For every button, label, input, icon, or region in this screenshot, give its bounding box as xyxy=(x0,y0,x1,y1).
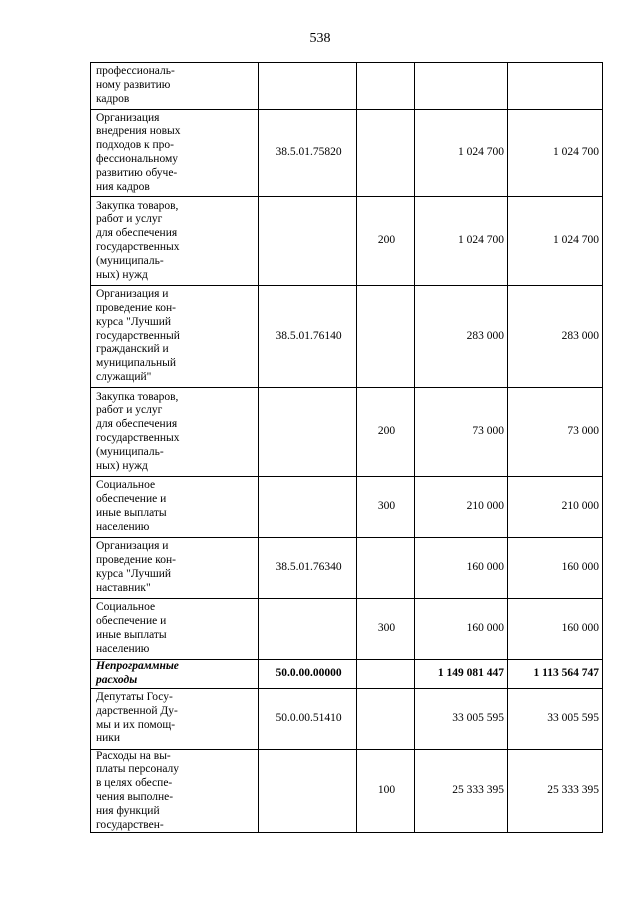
cell-name-line: Социальное xyxy=(96,479,156,492)
cell-target-code xyxy=(259,749,357,833)
cell-target-code xyxy=(259,477,357,538)
cell-name-line: в целях обеспе- xyxy=(96,777,173,790)
cell-amount-year-2: 1 024 700 xyxy=(508,110,603,197)
cell-name-line: Социальное xyxy=(96,601,156,614)
cell-name-line: внедрения новых xyxy=(96,125,181,138)
cell-target-code xyxy=(259,197,357,286)
budget-table xyxy=(90,62,603,833)
cell-name-line: населению xyxy=(96,642,150,655)
cell-name xyxy=(91,63,259,110)
cell-amount-year-1: 1 149 081 447 xyxy=(415,660,508,689)
cell-expense-type: 200 xyxy=(357,388,415,477)
cell-name-line: ных) нужд xyxy=(96,268,148,281)
cell-target-code: 50.0.00.51410 xyxy=(259,688,357,749)
cell-amount-year-1: 1 024 700 xyxy=(415,197,508,286)
cell-amount-year-2: 33 005 595 xyxy=(508,688,603,749)
cell-expense-type xyxy=(357,63,415,110)
cell-name-line: работ и услуг xyxy=(96,213,163,226)
cell-expense-type: 300 xyxy=(357,477,415,538)
cell-name-line: Непрограммные xyxy=(96,660,179,672)
cell-name-line: дарственной Ду- xyxy=(96,704,178,717)
cell-amount-year-2: 73 000 xyxy=(508,388,603,477)
table-row xyxy=(91,749,603,833)
cell-amount-year-1: 73 000 xyxy=(415,388,508,477)
cell-target-code: 38.5.01.76340 xyxy=(259,538,357,599)
cell-name-line: расходы xyxy=(96,673,138,686)
cell-expense-type xyxy=(357,688,415,749)
cell-name-line: Депутаты Госу- xyxy=(96,691,173,703)
cell-target-code: 38.5.01.75820 xyxy=(259,110,357,197)
cell-name-line: развитию обуче- xyxy=(96,166,178,179)
cell-expense-type: 100 xyxy=(357,749,415,833)
table-row xyxy=(91,110,603,197)
cell-name-line: чения выполне- xyxy=(96,790,174,803)
cell-amount-year-1: 25 333 395 xyxy=(415,749,508,833)
cell-name xyxy=(91,197,259,286)
cell-expense-type xyxy=(357,660,415,689)
cell-name xyxy=(91,538,259,599)
cell-name-line: государственных xyxy=(96,241,180,253)
cell-target-code: 38.5.01.76140 xyxy=(259,286,357,388)
cell-target-code xyxy=(259,388,357,477)
cell-amount-year-2 xyxy=(508,63,603,110)
cell-name-line: проведение кон- xyxy=(96,554,176,567)
cell-expense-type xyxy=(357,538,415,599)
cell-name-line: муниципальный xyxy=(96,357,177,370)
cell-name-line: кадров xyxy=(96,92,130,105)
table-row xyxy=(91,197,603,286)
cell-amount-year-2: 210 000 xyxy=(508,477,603,538)
cell-name-line: ники xyxy=(96,732,121,745)
table-row xyxy=(91,63,603,110)
cell-target-code xyxy=(259,63,357,110)
cell-name-line: обеспечение и xyxy=(96,615,167,628)
cell-name-line: гражданский и xyxy=(96,343,169,356)
cell-name-line: Закупка товаров, xyxy=(96,199,179,212)
cell-name xyxy=(91,477,259,538)
cell-amount-year-1: 283 000 xyxy=(415,286,508,388)
cell-name-line: Расходы на вы- xyxy=(96,749,171,762)
cell-amount-year-1: 160 000 xyxy=(415,538,508,599)
cell-name-line: иные выплаты xyxy=(96,507,167,519)
cell-name-line: ния кадров xyxy=(96,180,150,193)
cell-amount-year-2: 25 333 395 xyxy=(508,749,603,833)
cell-amount-year-1: 1 024 700 xyxy=(415,110,508,197)
cell-name-line: государствен- xyxy=(96,818,164,831)
cell-name xyxy=(91,660,259,689)
table-row xyxy=(91,388,603,477)
cell-name-line: государственный xyxy=(96,329,180,342)
cell-amount-year-2: 1 113 564 747 xyxy=(508,660,603,689)
budget-table-body xyxy=(91,63,603,833)
cell-name-line: мы и их помощ- xyxy=(96,718,176,731)
cell-name xyxy=(91,688,259,749)
cell-expense-type: 300 xyxy=(357,599,415,660)
cell-name-line: для обеспечения xyxy=(96,227,178,240)
cell-name xyxy=(91,286,259,388)
cell-name-line: Организация xyxy=(96,111,160,124)
cell-name-line: обеспечение и xyxy=(96,493,167,506)
table-row xyxy=(91,538,603,599)
cell-expense-type xyxy=(357,110,415,197)
cell-expense-type xyxy=(357,286,415,388)
cell-name-line: (муниципаль- xyxy=(96,254,164,267)
table-row xyxy=(91,477,603,538)
cell-amount-year-2: 283 000 xyxy=(508,286,603,388)
cell-amount-year-2: 160 000 xyxy=(508,599,603,660)
cell-name-line: населению xyxy=(96,520,150,533)
cell-target-code: 50.0.00.00000 xyxy=(259,660,357,689)
cell-name-line: наставник" xyxy=(96,581,151,594)
cell-target-code xyxy=(259,599,357,660)
cell-name-line: платы персоналу xyxy=(96,763,180,776)
table-row xyxy=(91,599,603,660)
cell-amount-year-2: 160 000 xyxy=(508,538,603,599)
cell-name-line: подходов к про- xyxy=(96,139,175,152)
cell-name-line: ных) нужд xyxy=(96,459,148,472)
cell-name-line: работ и услуг xyxy=(96,404,163,417)
cell-name xyxy=(91,388,259,477)
cell-name-line: (муниципаль- xyxy=(96,445,164,458)
cell-name-line: Организация и xyxy=(96,288,169,301)
cell-name xyxy=(91,749,259,833)
cell-name-line: курса "Лучший xyxy=(96,568,172,580)
cell-amount-year-2: 1 024 700 xyxy=(508,197,603,286)
cell-name xyxy=(91,599,259,660)
cell-name-line: ния функций xyxy=(96,804,160,817)
cell-amount-year-1: 33 005 595 xyxy=(415,688,508,749)
table-row xyxy=(91,286,603,388)
cell-name xyxy=(91,110,259,197)
cell-name-line: проведение кон- xyxy=(96,302,176,314)
cell-name-line: для обеспечения xyxy=(96,418,178,431)
cell-amount-year-1: 160 000 xyxy=(415,599,508,660)
cell-name-line: государственных xyxy=(96,432,180,444)
cell-amount-year-1 xyxy=(415,63,508,110)
cell-expense-type: 200 xyxy=(357,197,415,286)
cell-name-line: Закупка товаров, xyxy=(96,390,179,403)
cell-name-line: фессиональному xyxy=(96,153,179,165)
page-number: 538 xyxy=(309,31,331,46)
cell-amount-year-1: 210 000 xyxy=(415,477,508,538)
table-row-total xyxy=(91,660,603,689)
cell-name-line: профессиональ- xyxy=(96,65,175,78)
cell-name-line: служащий" xyxy=(96,370,152,383)
cell-name-line: иные выплаты xyxy=(96,629,167,641)
table-row xyxy=(91,688,603,749)
cell-name-line: ному развитию xyxy=(96,79,171,92)
cell-name-line: Организация и xyxy=(96,540,169,553)
cell-name-line: курса "Лучший xyxy=(96,315,172,328)
